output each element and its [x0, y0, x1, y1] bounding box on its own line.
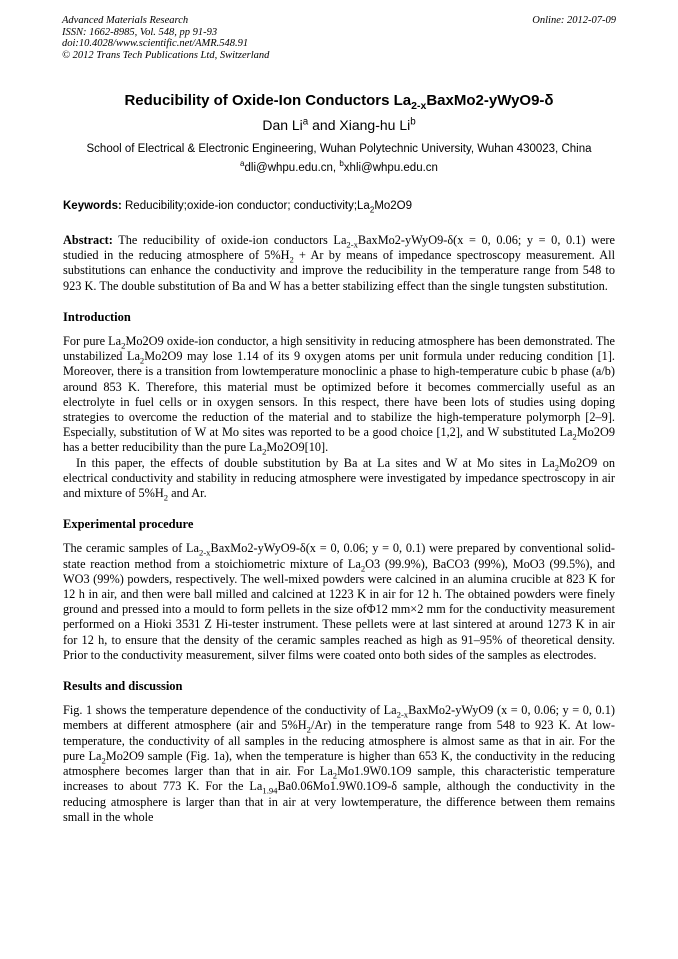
heading-experimental: Experimental procedure	[63, 517, 194, 532]
emails: $^a$dli@whpu.edu.cn, $^b$xhli@whpu.edu.cn	[240, 159, 438, 174]
online-date: Online: 2012-07-09	[532, 15, 616, 26]
doi: doi:10.4028/www.scientific.net/AMR.548.91	[62, 38, 249, 50]
journal-header	[62, 15, 616, 61]
body-text	[63, 233, 615, 825]
heading-introduction: Introduction	[63, 309, 131, 324]
experimental-paragraph: The ceramic samples of $La_{2-x}BaxMo2-yWyO9-\delta(x = 0$, 0.06; y = 0, 0.1) were prepared by conventional solid-state reaction method from a stoichiometric mixture of $La_2O3$ (99.9%), BaCO3 (99%), MoO3 (99.5%), and WO3 (99%) powders, respectively. The well-mixed powders were calcined in an alumina crucible at 823 K for 12 h in air, and then were ball milled and calcined at 1223 K in air for 12 h. The obtained powders were finely ground and pressed into a mould to form pellets in the size ofΦ12 mm×2 mm for the conductivity measurement performed on a Hioki 3531 Z Hi-tester instrument. These pellets were at last sintered at around 1273 K in air for 12 h, to ensure that the density of the ceramic samples reached as high as 91–95% of theoretical density. Prior to the conductivity measurement, silver films were coated onto both sides of the samples as electrodes.	[63, 541, 616, 662]
authors: Dan Li$^a$ and Xiang-hu Li$^b$	[262, 116, 416, 133]
issn: ISSN: 1662-8985, Vol. 548, pp 91-93	[62, 26, 218, 38]
abstract-label: Abstract:	[63, 233, 113, 247]
keywords-text: Reducibility;oxide-ion conductor; $conductivity;La_2Mo2O9$	[125, 200, 413, 215]
intro-paragraph-2: In this paper, the effects of double substitution by Ba at La sites and W at Mo sites in $La_2Mo2O9$ on electrical conductivity and stability in reducing atmosphere were investigated by impedance spectroscopy in air and mixture of $5\%H_2$ and Ar.	[63, 455, 615, 503]
journal-name: Advanced Materials Research	[62, 15, 189, 26]
copyright: © 2012 Trans Tech Publications Ltd, Switzerland	[62, 49, 270, 61]
abstract	[63, 233, 615, 294]
results-paragraph: Fig. 1 shows the temperature dependence of the conductivity of $La_{2-x}BaxMo2-yWyO9$ (x = 0, 0.06; y = 0, 0.1) members at different atmosphere (air and $5\%H_2/Ar$) in the temperature range from 548 to 923 K. At low-temperature, the conductivity of all samples in the reducing atmosphere is almost same as that in air. For the pure $La_2Mo2O9$ sample (Fig. 1a), when the temperature is higher than 653 K, the conductivity in the reducing atmosphere becomes larger than that in air. For $La_2Mo1.9W0.1O9$ sample, this characteristic temperature increases to about 773 K. For the $La_{1.94}Ba0.06Mo1.9W0.1O9-\delta$ sample, although the conductivity in the reducing atmosphere is larger than that in air at very lowtemperature, the difference between them remains small in the whole	[63, 703, 615, 824]
abstract-text: The reducibility of oxide-ion conductors $La_{2-x}BaxMo2-yWyO9-\delta(x = 0$, 0.06; y = 0, 0.1) were studied in the reducing atmosphere of $5\%H_2 + Ar$ by means of impedance spectroscopy measurement. All substitutions can enhance the conductivity and improve the reducibility in the temperature range from 548 to 923 K. The double substitution of Ba and W has a better stabilizing effect than the single tungsten substitution.	[63, 233, 615, 293]
keywords	[63, 200, 615, 215]
heading-results: Results and discussion	[63, 679, 183, 694]
keywords-label: Keywords:	[63, 200, 122, 212]
affiliation: School of Electrical & Electronic Engineering, Wuhan Polytechnic University, Wuhan 430023, China	[86, 143, 592, 155]
intro-paragraph-1: For pure $La_2Mo2O9$ oxide-ion conductor, a high sensitivity in reducing atmosphere has been demonstrated. The unstabilized $La_2Mo2O9$ may lose 1.14 of its 9 oxygen atoms per unit formula under reducing condition [1]. Moreover, there is a transition from lowtemperature monoclinic a phase to high-temperature cubic b phase (a/b) around 853 K. Therefore, this material must be optimized before it becomes commercially useful as an electrolyte in fuel cells or in oxygen sensors. In this respect, there have been lots of studies using doping strategies to overcome the reduction of the material and to stabilize the high-temperature polymorph [2–9]. Especially, substitution of W at Mo sites was reported to be a good choice [1,2], and W substituted $La_2Mo2O9$ has a better reducibility than the pure $La_2Mo2O9[10]$.	[63, 334, 615, 457]
paper-title: Reducibility of Oxide-Ion Conductors $La_{2-x}BaxMo2-yWyO9-\delta$	[124, 92, 554, 112]
